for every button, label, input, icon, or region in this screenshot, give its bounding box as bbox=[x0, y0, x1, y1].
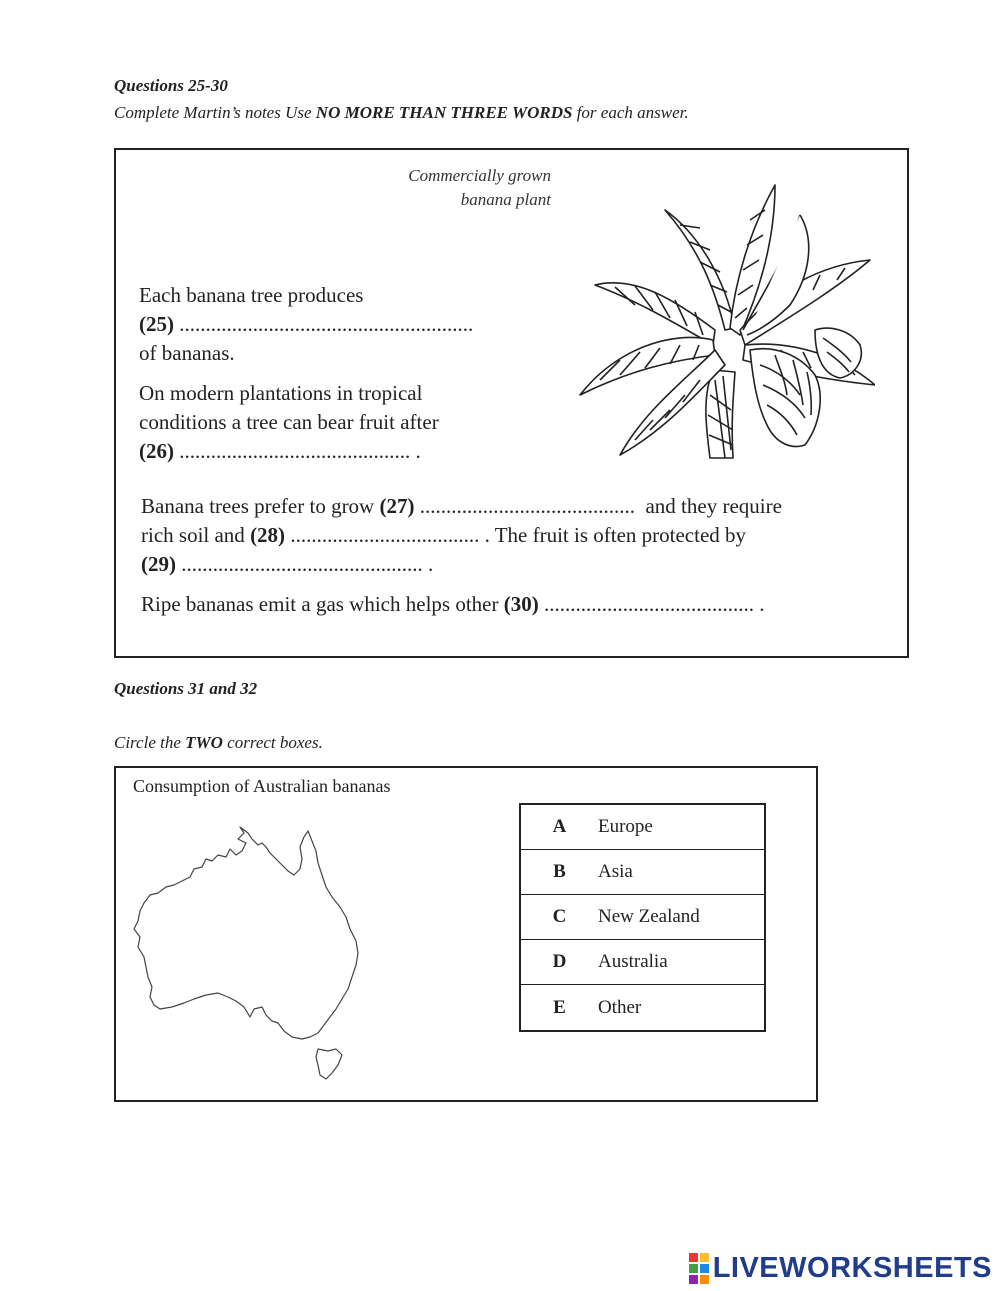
note-27-29 bbox=[141, 492, 901, 579]
option-text: Europe bbox=[598, 816, 653, 837]
logo-text: LIVEWORKSHEETS bbox=[712, 1252, 992, 1284]
plant-caption bbox=[330, 164, 551, 212]
answer-blank-25[interactable]: ........................................................ bbox=[179, 312, 474, 336]
note-25 bbox=[139, 281, 473, 368]
note-text: Ripe bananas emit a gas which helps other bbox=[141, 592, 504, 616]
note-text: On modern plantations in tropical bbox=[139, 381, 423, 405]
instruction-text: for each answer. bbox=[572, 103, 689, 122]
consumption-title: Consumption of Australian bananas bbox=[133, 776, 391, 796]
note-text: The fruit is often protected by bbox=[494, 523, 747, 547]
answer-blank-27[interactable]: ......................................... bbox=[414, 494, 635, 518]
section-instruction-25-30 bbox=[114, 103, 689, 123]
option-letter: E bbox=[553, 996, 566, 1018]
answer-blank-26[interactable]: ............................................ . bbox=[179, 439, 421, 463]
note-text: Banana trees prefer to grow bbox=[141, 494, 380, 518]
section-heading-31-32: Questions 31 and 32 bbox=[114, 679, 258, 698]
question-number-26: (26) bbox=[139, 439, 174, 463]
question-number-28: (28) bbox=[250, 523, 286, 547]
answer-blank-28[interactable]: .................................... . bbox=[285, 523, 495, 547]
option-e[interactable] bbox=[521, 985, 764, 1030]
section-instruction-31-32 bbox=[114, 733, 323, 753]
caption-line: banana plant bbox=[460, 190, 551, 209]
options-table bbox=[519, 803, 766, 1032]
option-d[interactable] bbox=[521, 940, 764, 985]
option-a[interactable] bbox=[521, 805, 764, 850]
note-text: Each banana tree produces bbox=[139, 283, 364, 307]
section-heading-25-30: Questions 25-30 bbox=[114, 76, 228, 95]
question-number-25: (25) bbox=[139, 312, 174, 336]
instruction-text: Complete Martin’s notes Use bbox=[114, 103, 316, 122]
australia-map-icon bbox=[132, 825, 362, 1085]
note-text: of bananas. bbox=[139, 341, 235, 365]
question-number-29: (29) bbox=[141, 552, 176, 576]
option-text: New Zealand bbox=[598, 906, 700, 927]
option-c[interactable] bbox=[521, 895, 764, 940]
option-letter: B bbox=[553, 861, 566, 882]
note-text: conditions a tree can bear fruit after bbox=[139, 410, 439, 434]
note-text: rich soil and bbox=[141, 523, 251, 547]
question-number-30: (30) bbox=[503, 592, 539, 616]
option-b[interactable] bbox=[521, 850, 764, 895]
option-text: Asia bbox=[598, 861, 633, 882]
option-letter: D bbox=[552, 951, 567, 972]
option-letter: C bbox=[552, 906, 567, 927]
option-letter: A bbox=[552, 816, 567, 837]
banana-plant-icon bbox=[575, 180, 875, 465]
option-text: Other bbox=[598, 996, 642, 1018]
instruction-text: correct boxes. bbox=[222, 733, 323, 752]
answer-blank-30[interactable]: ........................................ . bbox=[538, 592, 765, 616]
note-30 bbox=[141, 590, 764, 619]
logo-blocks-icon bbox=[689, 1253, 709, 1284]
liveworksheets-logo[interactable] bbox=[689, 1252, 992, 1285]
caption-line: Commercially grown bbox=[408, 166, 551, 185]
instruction-emphasis: TWO bbox=[185, 733, 223, 752]
note-26 bbox=[139, 379, 439, 466]
instruction-emphasis: NO MORE THAN THREE WORDS bbox=[315, 103, 573, 122]
answer-blank-29[interactable]: .............................................. . bbox=[176, 552, 434, 576]
option-text: Australia bbox=[598, 951, 668, 972]
instruction-text: Circle the bbox=[114, 733, 186, 752]
note-text: and they require bbox=[634, 494, 782, 518]
question-number-27: (27) bbox=[379, 494, 415, 518]
